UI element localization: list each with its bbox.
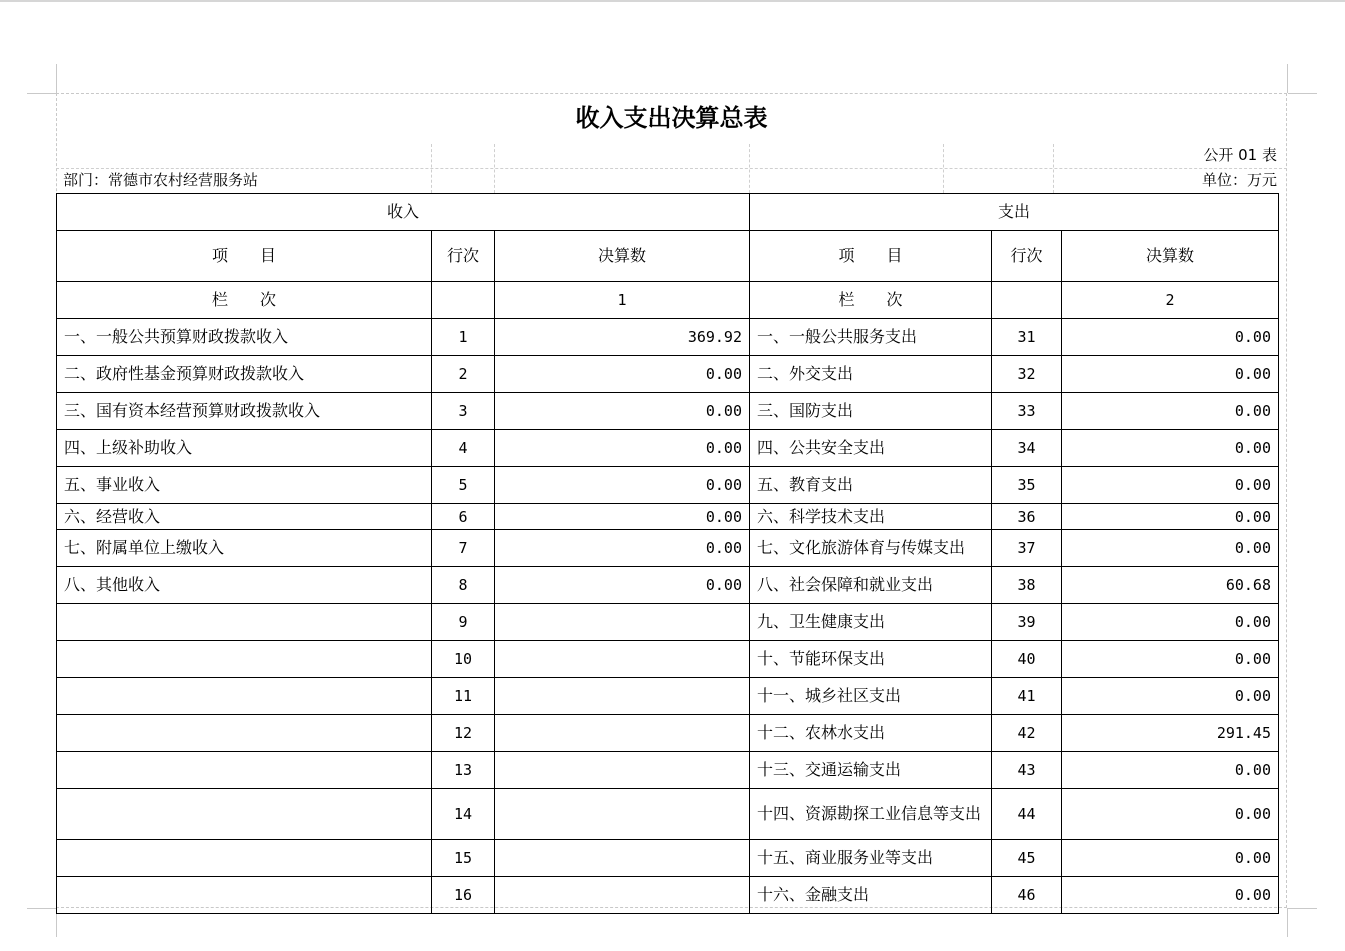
expense-amount-cell: 0.00	[1062, 467, 1279, 504]
income-amount-cell	[495, 715, 750, 752]
table-row	[57, 530, 1279, 567]
expense-row-no-cell: 43	[992, 752, 1062, 789]
expense-item-cell: 二、外交支出	[750, 356, 992, 393]
expense-amount-cell: 0.00	[1062, 530, 1279, 567]
expense-amount-cell: 0.00	[1062, 752, 1279, 789]
crop-mark-bottom-left-h	[27, 908, 56, 909]
expense-row-no-cell: 33	[992, 393, 1062, 430]
expense-column-index: 2	[1062, 282, 1279, 319]
crop-mark-bottom-right-h	[1288, 908, 1317, 909]
expense-amount-cell: 0.00	[1062, 504, 1279, 530]
expense-header: 支出	[750, 194, 1279, 231]
expense-row-no-cell: 32	[992, 356, 1062, 393]
expense-row-no-cell: 31	[992, 319, 1062, 356]
expense-item-cell: 十四、资源勘探工业信息等支出	[750, 789, 992, 840]
income-row-no-cell: 11	[432, 678, 495, 715]
income-amount-cell	[495, 678, 750, 715]
income-item-cell	[57, 789, 432, 840]
income-item-header: 项 目	[57, 231, 432, 282]
budget-summary-table	[56, 193, 1279, 914]
expense-item-cell: 十二、农林水支出	[750, 715, 992, 752]
expense-amount-cell: 0.00	[1062, 641, 1279, 678]
income-item-cell: 七、附属单位上缴收入	[57, 530, 432, 567]
income-amount-cell	[495, 840, 750, 877]
income-amount-cell: 0.00	[495, 356, 750, 393]
expense-amount-cell: 0.00	[1062, 678, 1279, 715]
income-column-index: 1	[495, 282, 750, 319]
expense-item-cell: 十三、交通运输支出	[750, 752, 992, 789]
table-body	[57, 319, 1279, 914]
meta-gridline	[494, 144, 495, 193]
expense-amount-cell: 0.00	[1062, 604, 1279, 641]
income-amount-cell	[495, 641, 750, 678]
expense-row-no-cell: 44	[992, 789, 1062, 840]
expense-item-cell: 十五、商业服务业等支出	[750, 840, 992, 877]
expense-amount-cell: 0.00	[1062, 393, 1279, 430]
expense-row-no-cell: 38	[992, 567, 1062, 604]
income-amount-cell: 0.00	[495, 567, 750, 604]
income-amount-cell	[495, 604, 750, 641]
crop-mark-top-right-h	[1288, 93, 1317, 94]
crop-mark-top-left-h	[27, 93, 56, 94]
expense-row-no-header: 行次	[992, 231, 1062, 282]
expense-amount-cell: 291.45	[1062, 715, 1279, 752]
expense-item-cell: 十、节能环保支出	[750, 641, 992, 678]
income-amount-cell: 0.00	[495, 430, 750, 467]
income-item-cell: 六、经营收入	[57, 504, 432, 530]
table-row	[57, 840, 1279, 877]
income-item-cell: 三、国有资本经营预算财政拨款收入	[57, 393, 432, 430]
income-row-no-cell: 13	[432, 752, 495, 789]
expense-amount-cell: 0.00	[1062, 877, 1279, 914]
income-item-cell: 二、政府性基金预算财政拨款收入	[57, 356, 432, 393]
income-amount-cell	[495, 877, 750, 914]
income-header: 收入	[57, 194, 750, 231]
expense-row-no-cell: 41	[992, 678, 1062, 715]
income-row-no-cell: 16	[432, 877, 495, 914]
income-item-cell: 五、事业收入	[57, 467, 432, 504]
income-item-cell	[57, 752, 432, 789]
expense-row-no-cell: 42	[992, 715, 1062, 752]
table-row	[57, 752, 1279, 789]
crop-mark-top-left-v	[56, 64, 57, 93]
expense-row-no-cell: 39	[992, 604, 1062, 641]
income-item-cell	[57, 678, 432, 715]
income-item-cell	[57, 604, 432, 641]
income-row-no-cell: 9	[432, 604, 495, 641]
income-amount-cell: 369.92	[495, 319, 750, 356]
expense-row-no-cell: 34	[992, 430, 1062, 467]
expense-row-no-cell: 35	[992, 467, 1062, 504]
income-item-cell	[57, 641, 432, 678]
table-row	[57, 504, 1279, 530]
income-row-no-cell: 8	[432, 567, 495, 604]
table-row	[57, 319, 1279, 356]
column-index-row	[57, 282, 1279, 319]
form-code: 公开 01 表	[1203, 146, 1277, 164]
expense-row-no-cell: 37	[992, 530, 1062, 567]
table-row	[57, 467, 1279, 504]
expense-row-no-cell: 46	[992, 877, 1062, 914]
table-row	[57, 877, 1279, 914]
expense-item-cell: 四、公共安全支出	[750, 430, 992, 467]
expense-item-cell: 七、文化旅游体育与传媒支出	[750, 530, 992, 567]
table-row	[57, 356, 1279, 393]
income-amount-cell: 0.00	[495, 530, 750, 567]
expense-row-no-cell: 36	[992, 504, 1062, 530]
table-row	[57, 641, 1279, 678]
income-row-no-cell: 7	[432, 530, 495, 567]
income-item-cell	[57, 840, 432, 877]
income-row-no-cell: 10	[432, 641, 495, 678]
expense-item-cell: 五、教育支出	[750, 467, 992, 504]
section-header-row	[57, 194, 1279, 231]
crop-mark-bottom-right-v	[1287, 908, 1288, 937]
income-item-cell	[57, 877, 432, 914]
income-row-no-cell: 4	[432, 430, 495, 467]
table-row	[57, 567, 1279, 604]
table-row	[57, 430, 1279, 467]
income-item-cell	[57, 715, 432, 752]
expense-amount-header: 决算数	[1062, 231, 1279, 282]
income-amount-header: 决算数	[495, 231, 750, 282]
income-amount-cell: 0.00	[495, 467, 750, 504]
income-row-no-cell: 2	[432, 356, 495, 393]
income-row-no-cell: 12	[432, 715, 495, 752]
income-row-no-cell: 14	[432, 789, 495, 840]
expense-amount-cell: 0.00	[1062, 840, 1279, 877]
crop-mark-top-right-v	[1287, 64, 1288, 93]
income-amount-cell	[495, 789, 750, 840]
expense-item-cell: 八、社会保障和就业支出	[750, 567, 992, 604]
expense-row-no-cell: 40	[992, 641, 1062, 678]
income-row-no-cell: 15	[432, 840, 495, 877]
income-item-cell: 八、其他收入	[57, 567, 432, 604]
income-amount-cell: 0.00	[495, 504, 750, 530]
expense-item-cell: 三、国防支出	[750, 393, 992, 430]
table-row	[57, 393, 1279, 430]
expense-item-cell: 九、卫生健康支出	[750, 604, 992, 641]
report-title: 收入支出决算总表	[575, 103, 768, 132]
unit-label: 单位：万元	[1201, 171, 1277, 189]
expense-column-blank	[992, 282, 1062, 319]
income-row-no-cell: 3	[432, 393, 495, 430]
income-row-no-header: 行次	[432, 231, 495, 282]
table-row	[57, 604, 1279, 641]
meta-gridline	[749, 144, 750, 193]
income-column-label: 栏 次	[57, 282, 432, 319]
income-item-cell: 四、上级补助收入	[57, 430, 432, 467]
window-top-border	[0, 0, 1345, 2]
table-row	[57, 678, 1279, 715]
meta-gridline	[431, 144, 432, 193]
expense-row-no-cell: 45	[992, 840, 1062, 877]
expense-amount-cell: 0.00	[1062, 356, 1279, 393]
income-amount-cell	[495, 752, 750, 789]
column-header-row	[57, 231, 1279, 282]
table-row	[57, 715, 1279, 752]
expense-item-cell: 十六、金融支出	[750, 877, 992, 914]
expense-item-cell: 十一、城乡社区支出	[750, 678, 992, 715]
income-row-no-cell: 6	[432, 504, 495, 530]
expense-amount-cell: 60.68	[1062, 567, 1279, 604]
expense-amount-cell: 0.00	[1062, 319, 1279, 356]
expense-item-cell: 一、一般公共服务支出	[750, 319, 992, 356]
expense-amount-cell: 0.00	[1062, 430, 1279, 467]
income-column-blank	[432, 282, 495, 319]
expense-amount-cell: 0.00	[1062, 789, 1279, 840]
income-amount-cell: 0.00	[495, 393, 750, 430]
expense-item-header: 项 目	[750, 231, 992, 282]
income-row-no-cell: 1	[432, 319, 495, 356]
expense-item-cell: 六、科学技术支出	[750, 504, 992, 530]
table-row	[57, 789, 1279, 840]
department-label: 部门：常德市农村经营服务站	[63, 171, 259, 189]
expense-column-label: 栏 次	[750, 282, 992, 319]
income-item-cell: 一、一般公共预算财政拨款收入	[57, 319, 432, 356]
income-row-no-cell: 5	[432, 467, 495, 504]
meta-gridline	[943, 144, 944, 193]
